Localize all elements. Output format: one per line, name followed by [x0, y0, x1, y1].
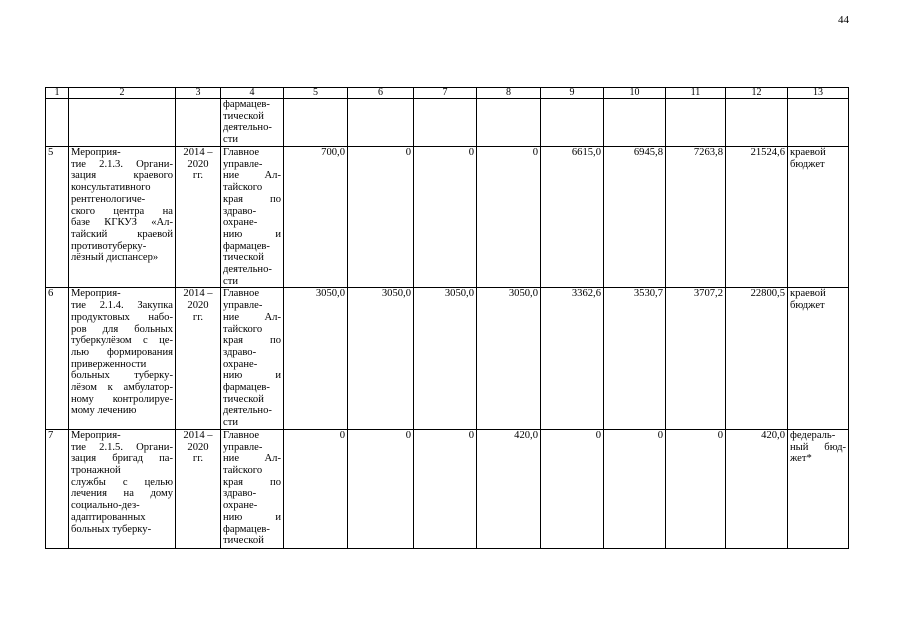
value-cell: 0 — [604, 429, 666, 548]
executor-line: нию и — [223, 228, 281, 240]
value-cell: 0 — [284, 429, 348, 548]
measure-name-line: ному контролируе- — [71, 393, 173, 405]
measure-name-line: Мероприя- — [71, 429, 121, 441]
table-row — [46, 288, 849, 429]
header-cell: 3 — [176, 88, 221, 99]
executor-line: сти — [223, 417, 239, 429]
value-cell: 420,0 — [726, 429, 788, 548]
header-cell: 12 — [726, 88, 788, 99]
header-row — [46, 88, 849, 99]
executor-line: Главное — [223, 429, 260, 441]
executor-line: управле- — [223, 158, 263, 170]
measure-name-line: мому лечению — [71, 405, 137, 417]
value-cell: 0 — [414, 429, 477, 548]
measure-name-line: тие 2.1.4. Закупка — [71, 300, 173, 312]
executor-line: фармацев- — [223, 240, 270, 252]
executor-line: деятельно- — [223, 405, 272, 417]
value-cell — [541, 99, 604, 147]
executor-line: тической — [223, 535, 264, 547]
executor-line: края по — [223, 335, 281, 347]
value-cell: 22800,5 — [726, 288, 788, 429]
measure-name-line: службы с целью — [71, 476, 173, 488]
row-number — [46, 99, 69, 147]
header-cell: 5 — [284, 88, 348, 99]
measure-name-line: ского центра на — [71, 205, 173, 217]
funding-source — [788, 429, 849, 548]
period-line: гг. — [192, 453, 204, 465]
page-number: 44 — [838, 14, 849, 26]
executor-line: деятельно- — [223, 122, 272, 134]
measure-name-line: лёзом к амбулатор- — [71, 382, 173, 394]
executor-line: нию и — [223, 511, 281, 523]
measure-name-line: тайский краевой — [71, 228, 173, 240]
executor-line: охране- — [223, 217, 258, 229]
value-cell — [284, 99, 348, 147]
measure-name-line: лью формирования — [71, 346, 173, 358]
header-cell: 8 — [477, 88, 541, 99]
measure-name-line: лечения на дому — [71, 488, 173, 500]
executor-line: управле- — [223, 441, 263, 453]
row-number: 7 — [46, 429, 69, 548]
header-cell: 4 — [221, 88, 284, 99]
value-cell: 0 — [414, 147, 477, 288]
measure-name-line: тие 2.1.5. Органи- — [71, 441, 173, 453]
measure-name-line: продуктовых набо- — [71, 311, 173, 323]
executor-line: управле- — [223, 300, 263, 312]
funding-source-line: краевой — [790, 288, 826, 300]
value-cell: 420,0 — [477, 429, 541, 548]
executor-line: деятельно- — [223, 264, 272, 276]
value-cell: 3050,0 — [414, 288, 477, 429]
executor-line: тайского — [223, 182, 263, 194]
measure-name-line: туберкулёзом с це- — [71, 335, 173, 347]
measure-name — [69, 288, 176, 429]
executor-line: края по — [223, 193, 281, 205]
measure-name — [69, 99, 176, 147]
header-cell: 7 — [414, 88, 477, 99]
measure-name-line: лёзный диспансер» — [71, 252, 159, 264]
executor-line: фармацев- — [223, 523, 270, 535]
value-cell: 0 — [348, 429, 414, 548]
executor-line: ние Ал- — [223, 311, 281, 323]
measure-name-line: тронажной — [71, 464, 121, 476]
period-line: 2014 – — [183, 429, 213, 441]
funding-source — [788, 99, 849, 147]
value-cell: 700,0 — [284, 147, 348, 288]
funding-source-line: федераль- — [790, 429, 836, 441]
period-line: 2014 – — [183, 147, 213, 158]
measure-name-line: Мероприя- — [71, 147, 121, 158]
value-cell: 3530,7 — [604, 288, 666, 429]
period — [176, 288, 221, 429]
measure-name — [69, 429, 176, 548]
value-cell: 0 — [666, 429, 726, 548]
value-cell: 3707,2 — [666, 288, 726, 429]
measure-name-line: тие 2.1.3. Органи- — [71, 158, 173, 170]
measure-name-line: противотуберку- — [71, 240, 147, 252]
measure-name-line: зация краевого — [71, 170, 173, 182]
header-cell: 9 — [541, 88, 604, 99]
measure-name-line: приверженности — [71, 358, 147, 370]
period — [176, 429, 221, 548]
measure-name-line: больных туберку- — [71, 523, 152, 535]
period-line: 2014 – — [183, 288, 213, 300]
header-cell: 11 — [666, 88, 726, 99]
row-number: 6 — [46, 288, 69, 429]
funding-source-line: краевой — [790, 147, 826, 158]
executor-line: здраво- — [223, 346, 257, 358]
program-table — [45, 87, 849, 549]
funding-source-line: бюджет — [790, 158, 825, 170]
value-cell: 21524,6 — [726, 147, 788, 288]
value-cell: 6945,8 — [604, 147, 666, 288]
period — [176, 147, 221, 288]
header-cell: 6 — [348, 88, 414, 99]
funding-source — [788, 288, 849, 429]
value-cell: 3050,0 — [348, 288, 414, 429]
executor-line: сти — [223, 134, 239, 146]
value-cell: 3050,0 — [284, 288, 348, 429]
measure-name-line: социально-дез- — [71, 500, 140, 512]
executor-line: тической — [223, 393, 264, 405]
measure-name-line: Мероприя- — [71, 288, 121, 300]
value-cell — [414, 99, 477, 147]
executor-line: Главное — [223, 147, 260, 158]
measure-name-line: базе КГКУЗ «Ал- — [71, 217, 173, 229]
period — [176, 99, 221, 147]
measure-name-line: рентгенологиче- — [71, 193, 146, 205]
value-cell: 0 — [477, 147, 541, 288]
executor-line: сти — [223, 275, 239, 287]
measure-name-line: больных туберку- — [71, 370, 173, 382]
header-cell: 2 — [69, 88, 176, 99]
executor-line: охране- — [223, 500, 258, 512]
funding-source — [788, 147, 849, 288]
executor-line: фармацев- — [223, 382, 270, 394]
measure-name — [69, 147, 176, 288]
funding-source-line: бюджет — [790, 300, 825, 312]
period-line: гг. — [192, 311, 204, 323]
value-cell: 6615,0 — [541, 147, 604, 288]
value-cell: 3050,0 — [477, 288, 541, 429]
value-cell: 0 — [541, 429, 604, 548]
value-cell — [477, 99, 541, 147]
period-line: гг. — [192, 170, 204, 182]
header-cell: 10 — [604, 88, 666, 99]
executor — [221, 99, 284, 147]
period-line: 2020 — [187, 441, 209, 453]
value-cell — [348, 99, 414, 147]
value-cell: 7263,8 — [666, 147, 726, 288]
executor — [221, 147, 284, 288]
executor-line: ние Ал- — [223, 453, 281, 465]
funding-source-line: жет* — [790, 453, 812, 465]
table-row — [46, 429, 849, 548]
period-line: 2020 — [187, 158, 209, 170]
executor-line: нию и — [223, 370, 281, 382]
header-cell: 1 — [46, 88, 69, 99]
executor-line: здраво- — [223, 205, 257, 217]
row-number: 5 — [46, 147, 69, 288]
executor-line: здраво- — [223, 488, 257, 500]
executor — [221, 429, 284, 548]
executor-line: Главное — [223, 288, 260, 300]
executor-line: края по — [223, 476, 281, 488]
value-cell: 3362,6 — [541, 288, 604, 429]
value-cell — [604, 99, 666, 147]
value-cell: 0 — [348, 147, 414, 288]
executor-line: ние Ал- — [223, 170, 281, 182]
executor — [221, 288, 284, 429]
measure-name-line: ров для больных — [71, 323, 173, 335]
period-line: 2020 — [187, 300, 209, 312]
funding-source-line: ный бюд- — [790, 441, 846, 453]
measure-name-line: адаптированных — [71, 511, 146, 523]
measure-name-line: зация бригад па- — [71, 453, 173, 465]
executor-line: тайского — [223, 323, 263, 335]
measure-name-line: консультативного — [71, 182, 151, 194]
value-cell — [726, 99, 788, 147]
value-cell — [666, 99, 726, 147]
table-row — [46, 99, 849, 147]
table-row — [46, 147, 849, 288]
executor-line: фармацев- — [223, 99, 270, 110]
executor-line: охране- — [223, 358, 258, 370]
header-cell: 13 — [788, 88, 849, 99]
executor-line: тической — [223, 252, 264, 264]
executor-line: тайского — [223, 464, 263, 476]
executor-line: тической — [223, 110, 264, 122]
